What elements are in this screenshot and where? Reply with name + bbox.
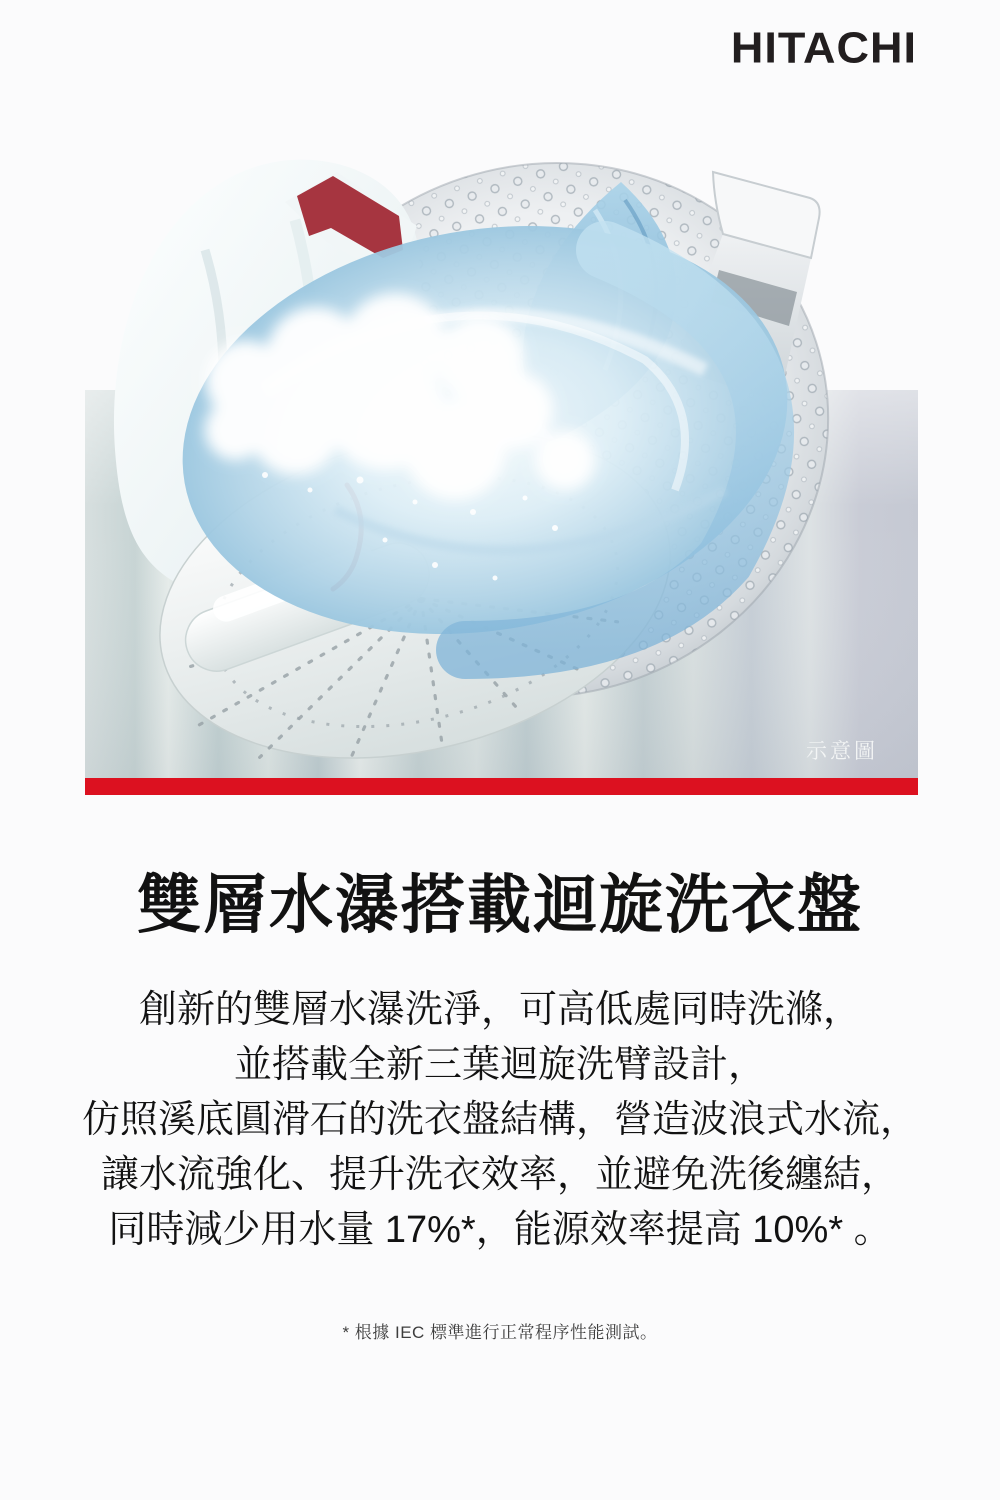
body-line-5: 同時減少用水量 17%*，能源效率提高 10%* 。 (108, 1209, 892, 1251)
washer-illustration (85, 130, 918, 778)
hero-caption: 示意圖 (806, 740, 878, 763)
hero-figure (85, 130, 918, 795)
body-line-1: 創新的雙層水瀑洗淨，可高低處同時洗滌， (138, 989, 861, 1031)
body-line-4: 讓水流強化、提升洗衣效率，並避免洗後纏結， (100, 1154, 899, 1196)
body-line-3: 仿照溪底圓滑石的洗衣盤結構，營造波浪式水流， (81, 1099, 918, 1141)
page-title: 雙層水瀑搭載迴旋洗衣盤 (137, 869, 863, 941)
body-copy (0, 983, 1000, 1258)
hitachi-logo: HITACHI (730, 23, 917, 72)
accent-red-bar (85, 778, 918, 795)
body-line-2: 並搭載全新三葉迴旋洗臂設計， (233, 1044, 766, 1086)
footnote: * 根據 IEC 標準進行正常程序性能測試。 (342, 1323, 658, 1342)
